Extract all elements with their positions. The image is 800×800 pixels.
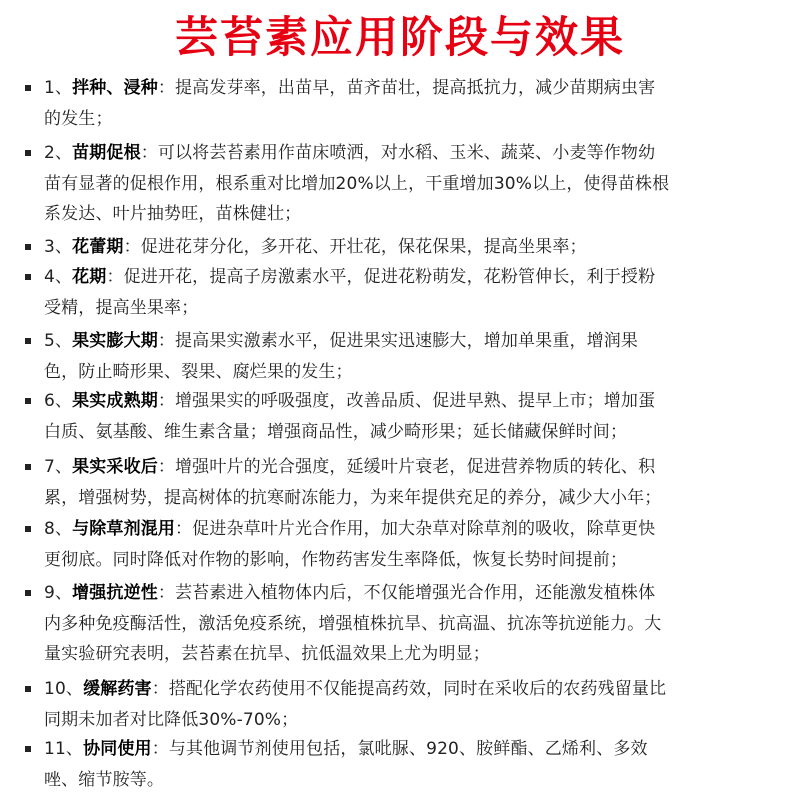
item-number: 3、	[44, 237, 73, 257]
item-number: 1、	[44, 78, 73, 98]
item-text-line	[44, 639, 490, 669]
item-term: 花蕾期	[72, 237, 124, 257]
item-text-line	[44, 417, 627, 447]
item-description: ：芸苔素进入植物体内后，不仅能增强光合作用，还能激发植株体	[157, 583, 656, 603]
item-description: 同期未加者对比降低30%-70%；	[44, 709, 299, 730]
item-term: 花期	[72, 267, 107, 287]
item-description: ：增强果实的呼吸强度，改善品质、促进早熟、提早上市；增加蛋	[157, 391, 656, 411]
item-text-line	[44, 293, 198, 323]
item-term: 果实采收后	[72, 457, 158, 477]
item-text-line	[44, 232, 587, 262]
item-text-line	[44, 578, 655, 608]
item-text-line	[44, 483, 661, 513]
item-term: 果实膨大期	[72, 331, 158, 351]
item-term: 苗期促根	[72, 143, 141, 163]
item-description: 量实验研究表明，芸苔素在抗旱、抗低温效果上尤为明显；	[44, 644, 490, 664]
item-term: 拌种、浸种	[72, 78, 158, 98]
item-number: 11、	[44, 739, 84, 759]
item-text-line	[44, 169, 669, 199]
item-description: ：与其他调节剂使用包括，氯吡脲、920、胺鲜酯、乙烯利、多效	[151, 739, 648, 759]
bullet-icon	[25, 746, 31, 752]
item-description: 的发生；	[44, 108, 113, 129]
item-description: 系发达、叶片抽势旺，苗株健壮；	[44, 204, 302, 224]
item-description: ：促进杂草叶片光合作用，加大杂草对除草剂的吸收，除草更快	[175, 519, 656, 539]
bullet-icon	[25, 686, 31, 692]
item-text-line	[44, 514, 655, 544]
item-description: 色，防止畸形果、裂果、腐烂果的发生；	[44, 361, 353, 382]
item-number: 8、	[44, 519, 73, 539]
bullet-icon	[25, 590, 31, 596]
item-term: 与除草剂混用	[72, 519, 176, 539]
item-text-line	[44, 545, 627, 575]
item-number: 4、	[44, 267, 73, 287]
bullet-icon	[25, 85, 31, 91]
item-description: ：提高果实激素水平，促进果实迅速膨大，增加单果重，增润果	[157, 331, 639, 351]
item-text-line	[44, 452, 655, 482]
item-description: ：增强叶片的光合强度，延缓叶片衰老，促进营养物质的转化、积	[157, 457, 656, 477]
item-description: 受精，提高坐果率；	[44, 297, 199, 318]
item-term: 缓解药害	[83, 679, 152, 699]
item-number: 6、	[44, 391, 73, 411]
item-description: 白质、氨基酸、维生素含量；增强商品性，减少畸形果；延长储藏保鲜时间；	[44, 421, 628, 442]
item-description: 苗有显著的促根作用，根系重对比增加20%以上，干重增加30%以上，使得苗株根	[44, 173, 670, 194]
item-number: 7、	[44, 457, 73, 477]
item-term: 果实成熟期	[72, 391, 158, 411]
item-number: 10、	[44, 679, 84, 699]
bullet-icon	[25, 150, 31, 156]
item-text-line	[44, 326, 638, 356]
item-term: 协同使用	[83, 739, 152, 759]
item-term: 增强抗逆性	[72, 583, 158, 603]
item-text-line	[44, 73, 655, 103]
item-description: ：促进花芽分化，多开花、开壮花，保花保果，提高坐果率；	[123, 237, 587, 257]
item-description: 内多种免疫酶活性，激活免疫系统，增强植株抗旱、抗高温、抗冻等抗逆能力。大	[44, 613, 662, 634]
bullet-icon	[25, 244, 31, 250]
item-text-line	[44, 104, 113, 134]
item-number: 5、	[44, 331, 73, 351]
item-text-line	[44, 705, 298, 735]
item-description: ：搭配化学农药使用不仅能提高药效，同时在采收后的农药残留量比	[151, 679, 667, 699]
item-text-line	[44, 765, 164, 795]
item-description: 累，增强树势，提高树体的抗寒耐冻能力，为来年提供充足的养分，减少大小年；	[44, 487, 662, 508]
item-text-line	[44, 262, 655, 292]
item-text-line	[44, 674, 666, 704]
item-description: 更彻底。同时降低对作物的影响，作物药害发生率降低，恢复长势时间提前；	[44, 549, 628, 570]
item-description: ：促进开花，提高子房激素水平，促进花粉萌发，花粉管伸长，利于授粉	[106, 267, 656, 287]
item-text-line	[44, 199, 301, 229]
item-description: 唑、缩节胺等。	[44, 769, 165, 790]
item-text-line	[44, 138, 655, 168]
item-number: 2、	[44, 143, 73, 163]
item-description: ：可以将芸苔素用作苗床喷洒，对水稻、玉米、蔬菜、小麦等作物幼	[140, 143, 656, 163]
item-description: ：提高发芽率，出苗早，苗齐苗壮，提高抵抗力，减少苗期病虫害	[157, 78, 656, 98]
bullet-icon	[25, 338, 31, 344]
item-number: 9、	[44, 583, 73, 603]
bullet-icon	[25, 398, 31, 404]
item-text-line	[44, 386, 655, 416]
item-text-line	[44, 357, 353, 387]
bullet-icon	[25, 274, 31, 280]
page-title: 芸苔素应用阶段与效果	[175, 13, 625, 63]
item-text-line	[44, 609, 661, 639]
bullet-icon	[25, 526, 31, 532]
item-text-line	[44, 734, 648, 764]
bullet-icon	[25, 464, 31, 470]
